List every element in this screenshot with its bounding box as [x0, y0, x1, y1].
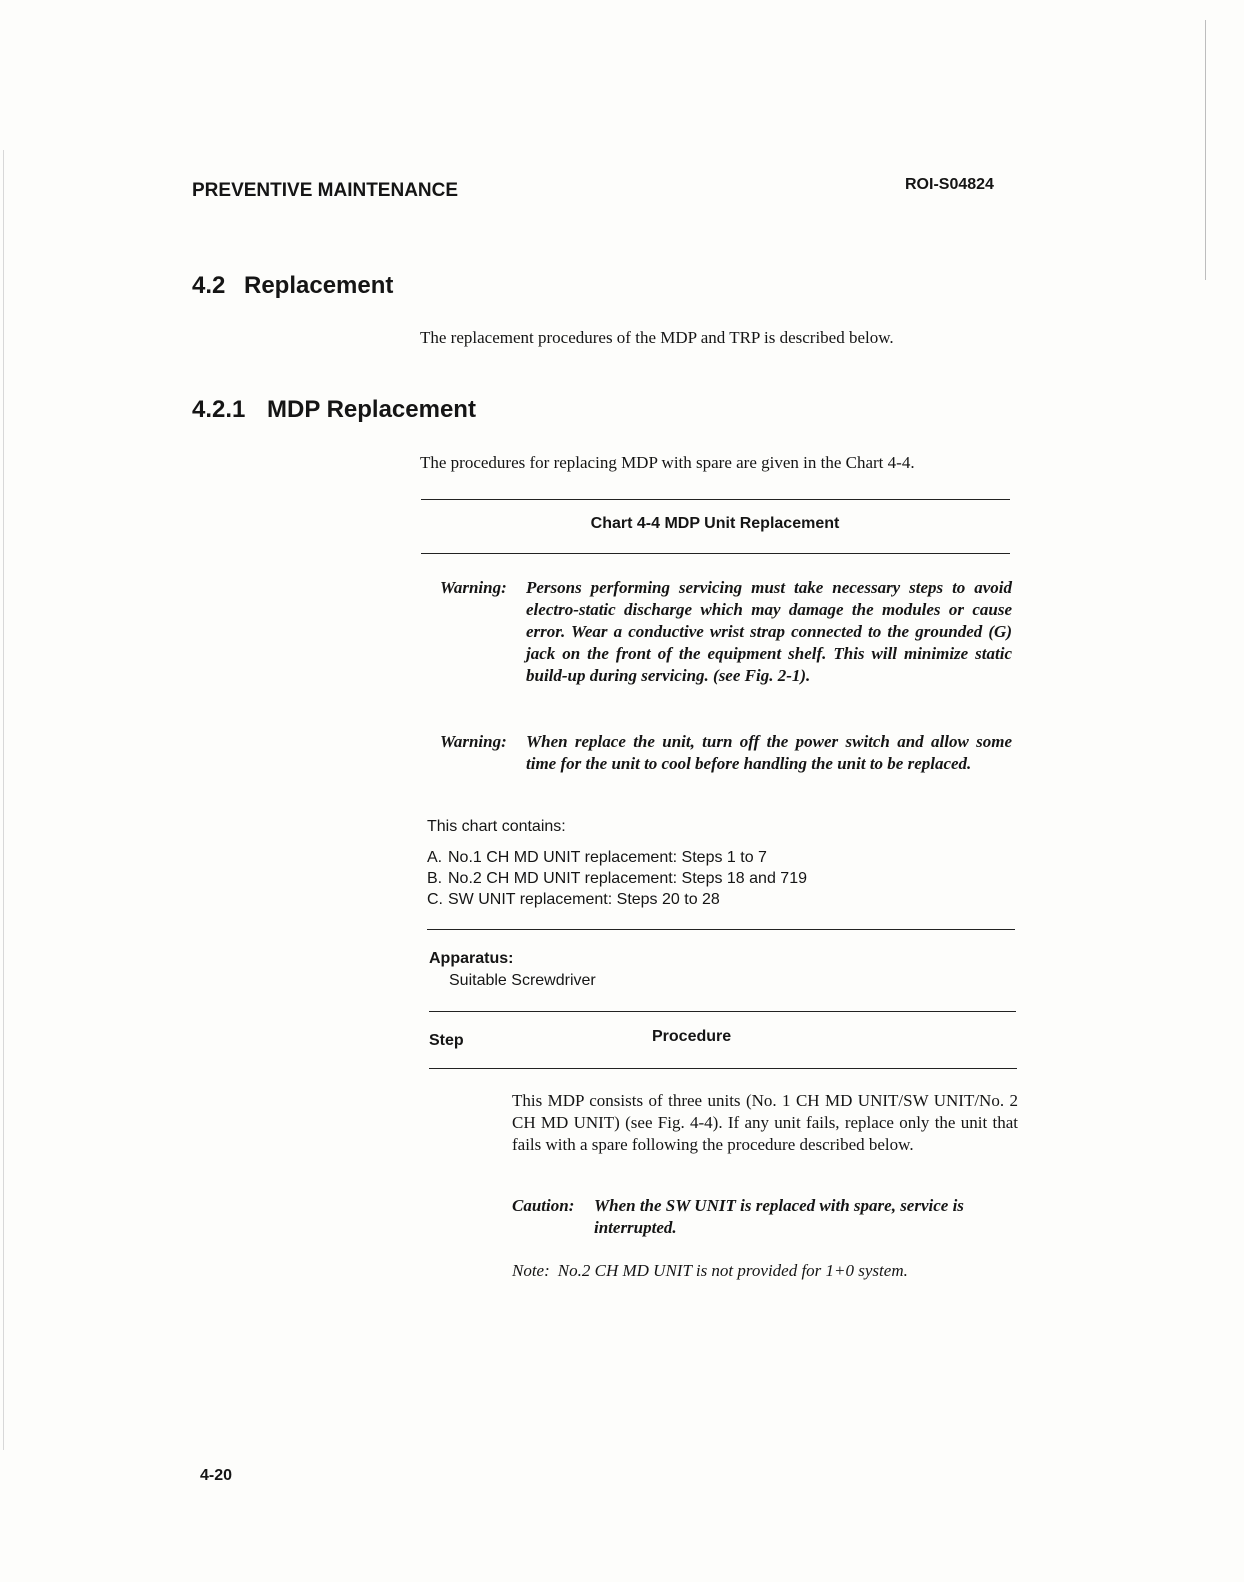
divider: [421, 499, 1010, 500]
divider: [429, 1068, 1017, 1069]
list-item-text: No.2 CH MD UNIT replacement: Steps 18 and 719: [448, 870, 807, 887]
list-item: [427, 847, 807, 868]
warning-text: When replace the unit, turn off the power switch and allow some time for the unit to cool before handling the unit to be replaced.: [526, 732, 1012, 773]
note-text: No.2 CH MD UNIT is not provided for 1+0 system.: [557, 1261, 908, 1280]
document-id: ROI-S04824: [905, 176, 994, 193]
column-header-procedure: Procedure: [652, 1028, 732, 1045]
chart-title: Chart 4-4 MDP Unit Replacement: [590, 515, 840, 532]
warning-block: [440, 577, 1012, 687]
divider: [427, 929, 1015, 930]
procedure-paragraph: This MDP consists of three units (No. 1 CH MD UNIT/SW UNIT/No. 2 CH MD UNIT) (see Fig. 4-4). If any unit fails, replace only the unit that fails with a spare following the procedure described below.: [512, 1091, 1018, 1154]
warning-block: [440, 731, 1012, 775]
divider: [429, 1011, 1016, 1012]
section-number: 4.2.1: [192, 396, 246, 423]
caution-block: [512, 1195, 1022, 1239]
list-marker: C.: [427, 891, 443, 908]
list-item: [427, 868, 807, 889]
list-item-text: SW UNIT replacement: Steps 20 to 28: [448, 891, 720, 908]
page-number: 4-20: [200, 1467, 233, 1484]
note-label: Note:: [512, 1261, 550, 1280]
list-marker: A.: [427, 849, 443, 866]
section-title: MDP Replacement: [267, 396, 476, 423]
section-heading-4-2: [192, 272, 393, 300]
apparatus-label: Apparatus:: [429, 950, 514, 967]
section-intro-text: The procedures for replacing MDP with spare are given in the Chart 4-4.: [420, 453, 915, 472]
caution-text: When the SW UNIT is replaced with spare, service is interrupted.: [594, 1196, 964, 1237]
warning-text: Persons performing servicing must take necessary steps to avoid electro-static discharge which may damage the modules or cause error. Wear a conductive wrist strap connected to the grounded (G) jack on the front of the equipment shelf. This will minimize static build-up during servicing. (see Fig. 2-1).: [526, 578, 1012, 685]
chart-contents-list: [427, 847, 807, 910]
note-block: [512, 1261, 908, 1281]
column-header-step: Step: [429, 1032, 464, 1049]
divider: [421, 553, 1010, 554]
list-marker: B.: [427, 870, 443, 887]
list-item-text: No.1 CH MD UNIT replacement: Steps 1 to 7: [448, 849, 767, 866]
section-number: 4.2: [192, 272, 226, 299]
section-title: Replacement: [244, 272, 394, 299]
apparatus-value: Suitable Screwdriver: [449, 972, 596, 989]
scan-edge-mark: [1205, 20, 1206, 280]
warning-label: Warning:: [440, 732, 507, 751]
section-intro-text: The replacement procedures of the MDP and TRP is described below.: [420, 328, 894, 347]
list-item: [427, 889, 807, 910]
warning-label: Warning:: [440, 578, 507, 597]
running-header-title: PREVENTIVE MAINTENANCE: [192, 180, 459, 201]
caution-label: Caution:: [512, 1196, 575, 1215]
chart-contents-intro: This chart contains:: [427, 818, 566, 835]
section-heading-4-2-1: [192, 396, 476, 424]
scan-edge-mark: [3, 150, 4, 1450]
